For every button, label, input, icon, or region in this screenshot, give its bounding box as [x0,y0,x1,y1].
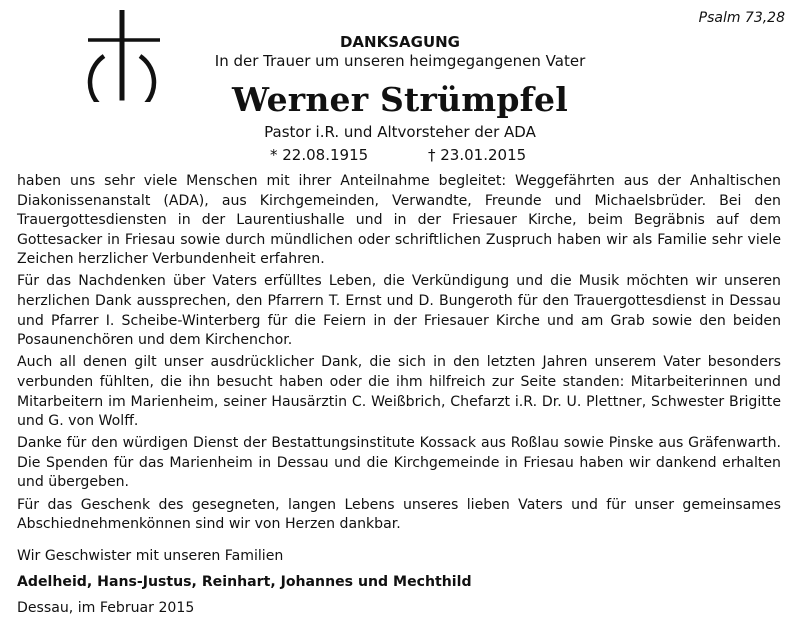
deceased-name: Werner Strümpfel [232,80,568,119]
paragraph: Für das Geschenk des gesegneten, langen Lebens unseres lieben Vaters und für unser gemeinsames Abschiednehmenkönnen sind wir von Herzen dankbar. [17,496,781,533]
signatories: Adelheid, Hans-Justus, Reinhart, Johannes und Mechthild [17,574,472,590]
closing-line: Wir Geschwister mit unseren Familien [17,548,284,564]
birth-date: * 22.08.1915 [270,146,369,164]
heading: DANKSAGUNG [339,33,460,51]
paragraph: Für das Nachdenken über Vaters erfülltes Leben, die Verkündigung und die Musik möchten wir unseren herzlichen Dank aussprechen, den Pfarrern T. Ernst und D. Bungeroth für den Trauergottesdienst in Dessau und Pfarrer I. Scheibe-Winterberg für die Feiern in der Friesauer Kirche und am Grab sowie den beiden Posaunenchören und dem Kirchenchor. [17,273,781,349]
deceased-role: Pastor i.R. und Altvorsteher der ADA [264,123,536,141]
body-text [17,172,781,537]
paragraph: Danke für den würdigen Dienst der Bestattungsinstitute Kossack aus Roßlau sowie Pinske aus Gräfenwarth. Die Spenden für das Marienheim in Dessau und die Kirchgemeinde in Friesau haben wir dankend erhalten und übergeben. [17,435,781,491]
place-date: Dessau, im Februar 2015 [17,600,195,616]
intro-line: In der Trauer um unseren heimgegangenen Vater [214,52,586,70]
death-date: † 23.01.2015 [428,146,527,164]
paragraph: haben uns sehr viele Menschen mit ihrer Anteilnahme begleitet: Weggefährten aus der Anhaltischen Diakonissenanstalt (ADA), aus Kirchgemeinden, Verwandte, Freunde und Michaelsbrüder. Bei den Trauergottesdiensten in der Laurentiushalle und in der Friesauer Kirche, beim Begräbnis auf dem Gottesacker in Friesau sowie durch mündlichen oder schriftlichen Zuspruch haben wir als Familie sehr viele Zeichen herzlicher Verbundenheit erfahren. [17,173,781,268]
life-dates [270,146,526,164]
psalm-reference: Psalm 73,28 [698,10,785,26]
paragraph: Auch all denen gilt unser ausdrücklicher Dank, die sich in den letzten Jahren unserem Vater besonders verbunden fühlten, die ihn besucht haben oder die ihm hilfreich zur Seite standen: Mitarbeiterinnen und Mitarbeitern im Marienheim, seiner Hausärztin C. Weißbrich, Chefarzt i.R. Dr. U. Plettner, Schwester Brigitte und G. von Wolff. [17,354,781,430]
